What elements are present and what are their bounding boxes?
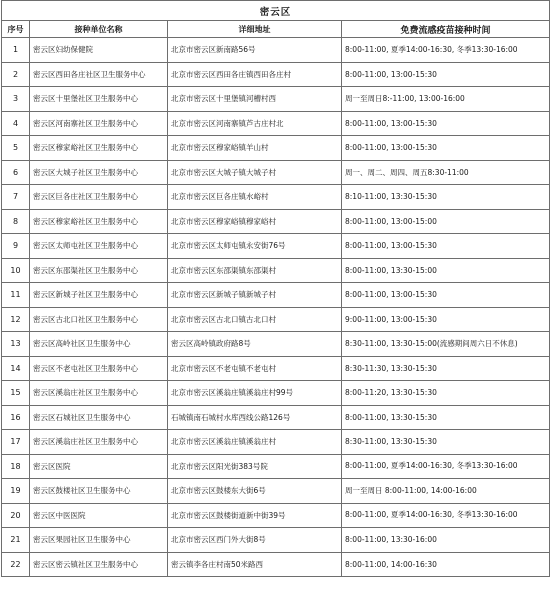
vaccination-schedule-sheet [1, 0, 549, 577]
table-row [2, 283, 550, 308]
header-time: 免费流感疫苗接种时间 [342, 21, 550, 38]
row-unit-name: 密云区东邵渠社区卫生服务中心 [30, 258, 168, 283]
row-time: 8:00-11:00, 13:30-15:30 [342, 405, 550, 430]
row-number: 9 [2, 234, 30, 259]
row-time: 周一至周日 8:00-11:00, 14:00-16:00 [342, 479, 550, 504]
table-row [2, 185, 550, 210]
row-number: 15 [2, 381, 30, 406]
row-time: 8:00-11:00, 夏季14:00-16:30, 冬季13:30-16:00 [342, 38, 550, 63]
row-time: 8:00-11:00, 13:00-15:30 [342, 136, 550, 161]
row-time: 8:00-11:00, 13:00-15:30 [342, 62, 550, 87]
row-unit-name: 密云区古北口社区卫生服务中心 [30, 307, 168, 332]
row-unit-name: 密云区中医医院 [30, 503, 168, 528]
row-time: 8:00-11:00, 13:30-15:00 [342, 258, 550, 283]
row-address: 北京市密云区十里堡镇河槽村西 [168, 87, 342, 112]
row-time: 8:00-11:00, 13:30-16:00 [342, 528, 550, 553]
row-time: 8:00-11:00, 13:00-15:30 [342, 283, 550, 308]
row-time: 8:00-11:00, 13:00-15:30 [342, 234, 550, 259]
row-number: 16 [2, 405, 30, 430]
row-number: 20 [2, 503, 30, 528]
table-row [2, 38, 550, 63]
table-row [2, 528, 550, 553]
table-row [2, 503, 550, 528]
row-unit-name: 密云区鼓楼社区卫生服务中心 [30, 479, 168, 504]
header-unit: 接种单位名称 [30, 21, 168, 38]
row-number: 1 [2, 38, 30, 63]
table-row [2, 160, 550, 185]
table-row [2, 234, 550, 259]
row-number: 4 [2, 111, 30, 136]
row-unit-name: 密云区穆家峪社区卫生服务中心 [30, 209, 168, 234]
row-address: 北京市密云区大城子镇大城子村 [168, 160, 342, 185]
row-number: 2 [2, 62, 30, 87]
row-number: 10 [2, 258, 30, 283]
row-address: 北京市密云区西门外大街8号 [168, 528, 342, 553]
row-time: 8:00-11:00, 13:00-15:00 [342, 209, 550, 234]
row-address: 北京市密云区巨各庄镇水峪村 [168, 185, 342, 210]
table-row [2, 307, 550, 332]
row-address: 北京市密云区不老屯镇不老屯村 [168, 356, 342, 381]
row-unit-name: 密云区太师屯社区卫生服务中心 [30, 234, 168, 259]
row-unit-name: 密云区妇幼保健院 [30, 38, 168, 63]
row-number: 8 [2, 209, 30, 234]
row-address: 密云镇李各庄村南50米路西 [168, 552, 342, 577]
row-unit-name: 密云区石城社区卫生服务中心 [30, 405, 168, 430]
row-address: 北京市密云区溪翁庄镇溪翁庄村 [168, 430, 342, 455]
row-time: 8:00-11:00, 夏季14:00-16:30, 冬季13:30-16:00 [342, 454, 550, 479]
table-title-row [2, 1, 550, 21]
table-row [2, 62, 550, 87]
row-address: 石城镇南石城村水库西线公路126号 [168, 405, 342, 430]
row-time: 8:30-11:00, 13:30-15:30 [342, 430, 550, 455]
row-address: 北京市密云区穆家峪镇羊山村 [168, 136, 342, 161]
row-address: 北京市密云区西田各庄镇西田各庄村 [168, 62, 342, 87]
row-address: 密云区高岭镇政府路8号 [168, 332, 342, 357]
row-time: 8:10-11:00, 13:30-15:30 [342, 185, 550, 210]
row-time: 周一至周日8:-11:00, 13:00-16:00 [342, 87, 550, 112]
row-address: 北京市密云区新南路56号 [168, 38, 342, 63]
table-body [2, 38, 550, 577]
row-number: 13 [2, 332, 30, 357]
row-address: 北京市密云区阳光街383号院 [168, 454, 342, 479]
row-address: 北京市密云区新城子镇新城子村 [168, 283, 342, 308]
table-row [2, 405, 550, 430]
row-unit-name: 密云区不老屯社区卫生服务中心 [30, 356, 168, 381]
row-unit-name: 密云区巨各庄社区卫生服务中心 [30, 185, 168, 210]
row-number: 7 [2, 185, 30, 210]
row-address: 北京市密云区鼓楼街道新中街39号 [168, 503, 342, 528]
row-time: 8:00-11:00, 夏季14:00-16:30, 冬季13:30-16:00 [342, 503, 550, 528]
row-unit-name: 密云区溪翁庄社区卫生服务中心 [30, 381, 168, 406]
table-row [2, 356, 550, 381]
table-row [2, 479, 550, 504]
row-address: 北京市密云区穆家峪镇穆家峪村 [168, 209, 342, 234]
table-header-row [2, 21, 550, 38]
row-number: 12 [2, 307, 30, 332]
row-address: 北京市密云区太师屯镇永安街76号 [168, 234, 342, 259]
row-number: 22 [2, 552, 30, 577]
table-row [2, 430, 550, 455]
row-time: 8:00-11:00, 14:00-16:30 [342, 552, 550, 577]
vaccination-table [1, 0, 550, 577]
table-title: 密云区 [2, 1, 550, 21]
row-unit-name: 密云区溪翁庄社区卫生服务中心 [30, 430, 168, 455]
row-unit-name: 密云区新城子社区卫生服务中心 [30, 283, 168, 308]
row-number: 19 [2, 479, 30, 504]
row-unit-name: 密云区西田各庄社区卫生服务中心 [30, 62, 168, 87]
row-time: 9:00-11:00, 13:00-15:30 [342, 307, 550, 332]
row-time: 8:00-11:00, 13:00-15:30 [342, 111, 550, 136]
table-row [2, 552, 550, 577]
row-number: 17 [2, 430, 30, 455]
row-number: 14 [2, 356, 30, 381]
row-time: 8:30-11:30, 13:30-15:30 [342, 356, 550, 381]
table-row [2, 111, 550, 136]
row-number: 21 [2, 528, 30, 553]
row-unit-name: 密云区果园社区卫生服务中心 [30, 528, 168, 553]
row-unit-name: 密云区密云镇社区卫生服务中心 [30, 552, 168, 577]
table-row [2, 258, 550, 283]
table-row [2, 381, 550, 406]
row-number: 11 [2, 283, 30, 308]
row-time: 8:00-11:20, 13:30-15:30 [342, 381, 550, 406]
header-address: 详细地址 [168, 21, 342, 38]
table-row [2, 209, 550, 234]
table-row [2, 87, 550, 112]
header-no: 序号 [2, 21, 30, 38]
row-address: 北京市密云区河南寨镇芦古庄村北 [168, 111, 342, 136]
row-unit-name: 密云区大城子社区卫生服务中心 [30, 160, 168, 185]
row-unit-name: 密云区穆家峪社区卫生服务中心 [30, 136, 168, 161]
row-number: 3 [2, 87, 30, 112]
row-unit-name: 密云区十里堡社区卫生服务中心 [30, 87, 168, 112]
row-address: 北京市密云区鼓楼东大街6号 [168, 479, 342, 504]
table-row [2, 454, 550, 479]
row-address: 北京市密云区溪翁庄镇溪翁庄村99号 [168, 381, 342, 406]
table-row [2, 332, 550, 357]
row-address: 北京市密云区东邵渠镇东邵渠村 [168, 258, 342, 283]
row-number: 6 [2, 160, 30, 185]
row-time: 周一、周二、周四、周五8:30-11:00 [342, 160, 550, 185]
row-unit-name: 密云区河南寨社区卫生服务中心 [30, 111, 168, 136]
row-number: 5 [2, 136, 30, 161]
row-unit-name: 密云区医院 [30, 454, 168, 479]
row-unit-name: 密云区高岭社区卫生服务中心 [30, 332, 168, 357]
row-address: 北京市密云区古北口镇古北口村 [168, 307, 342, 332]
row-time: 8:30-11:00, 13:30-15:00(流感期间周六日不休息) [342, 332, 550, 357]
row-number: 18 [2, 454, 30, 479]
table-row [2, 136, 550, 161]
